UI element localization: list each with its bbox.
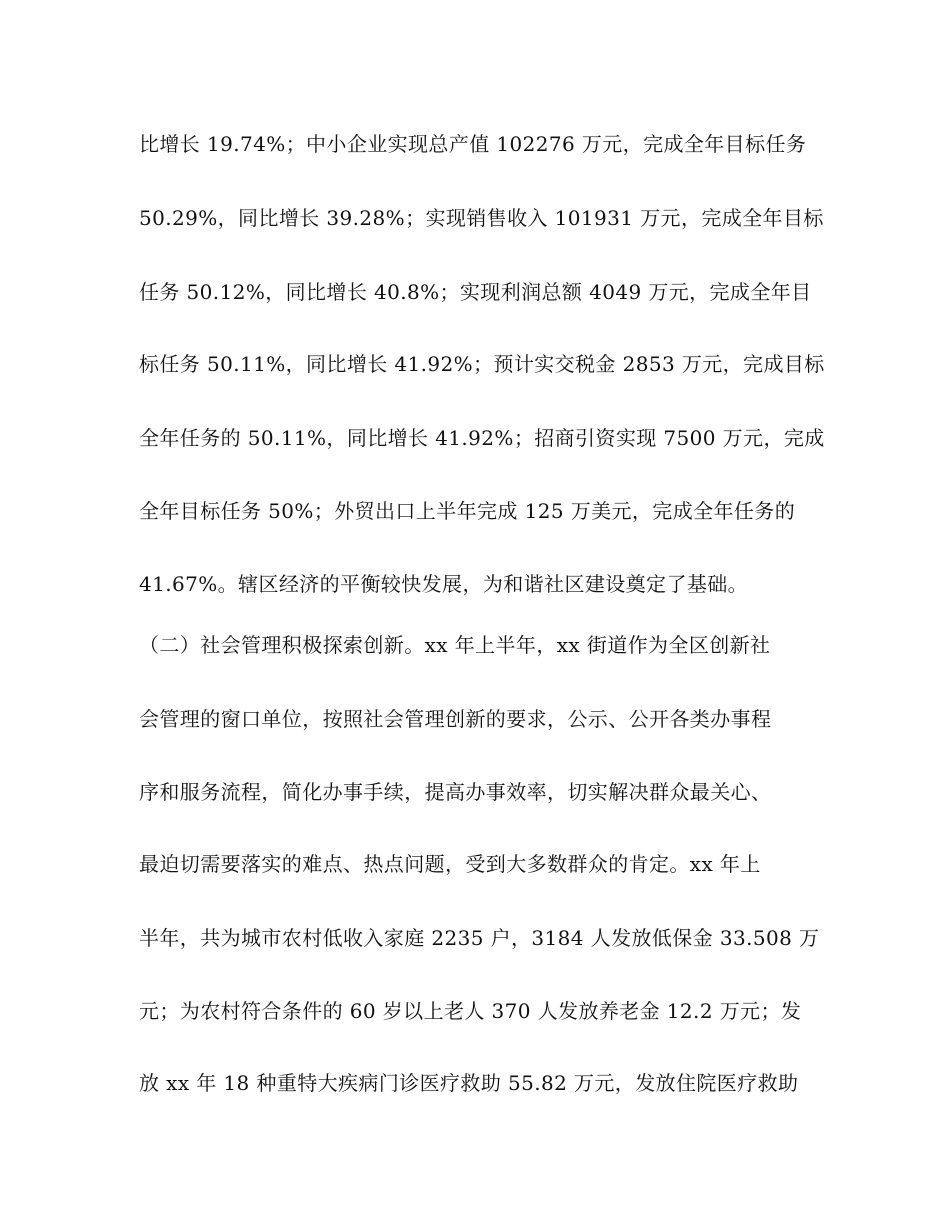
paragraph-line: 序和服务流程，简化办事手续，提高办事效率，切实解决群众最关心、 — [139, 780, 772, 804]
paragraph-line: 任务 50.12%，同比增长 40.8%；实现利润总额 4049 万元，完成全年目 — [139, 280, 812, 304]
paragraph-line: 全年目标任务 50%；外贸出口上半年完成 125 万美元，完成全年任务的 — [139, 499, 796, 523]
paragraph-line: 元；为农村符合条件的 60 岁以上老人 370 人发放养老金 12.2 万元；发 — [139, 999, 802, 1023]
paragraph-line: 放 xx 年 18 种重特大疾病门诊医疗救助 55.82 万元，发放住院医疗救助 — [139, 1071, 799, 1095]
paragraph-line: 标任务 50.11%，同比增长 41.92%；预计实交税金 2853 万元，完成目标 — [139, 352, 825, 376]
paragraph-line: 全年任务的 50.11%，同比增长 41.92%；招商引资实现 7500 万元，完成 — [139, 426, 825, 450]
paragraph-line: 最迫切需要落实的难点、热点问题，受到大多数群众的肯定。xx 年上 — [139, 852, 761, 876]
section-heading-line: （二）社会管理积极探索创新。xx 年上半年，xx 街道作为全区创新社 — [139, 633, 771, 657]
paragraph-line: 比增长 19.74%；中小企业实现总产值 102276 万元，完成全年目标任务 — [139, 132, 807, 156]
paragraph-line: 半年，共为城市农村低收入家庭 2235 户，3184 人发放低保金 33.508 万 — [139, 926, 820, 950]
paragraph-line: 会管理的窗口单位，按照社会管理创新的要求，公示、公开各类办事程 — [139, 707, 772, 731]
paragraph-line: 41.67%。辖区经济的平衡较快发展，为和谐社区建设奠定了基础。 — [139, 572, 749, 596]
paragraph-line: 50.29%，同比增长 39.28%；实现销售收入 101931 万元，完成全年目标 — [139, 206, 824, 230]
